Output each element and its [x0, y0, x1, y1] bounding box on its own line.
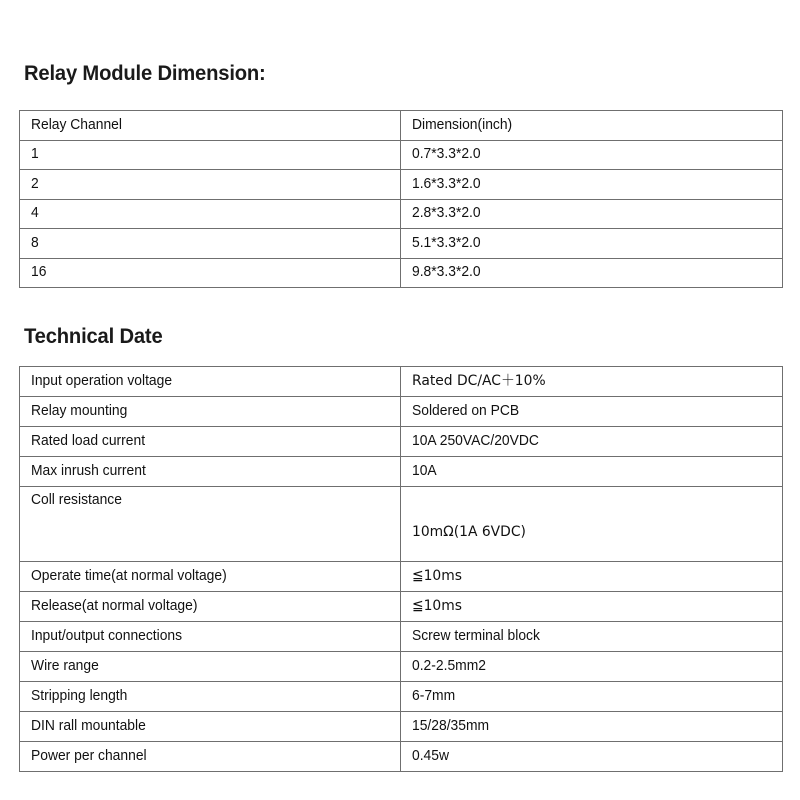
- cell-spec-label: Release(at normal voltage): [20, 592, 401, 622]
- cell-spec-label: Wire range: [20, 652, 401, 682]
- cell-relay-channel: 16: [20, 258, 401, 288]
- cell-relay-channel: 8: [20, 229, 401, 259]
- section-heading-relay-module-dimension: Relay Module Dimension:: [24, 61, 266, 85]
- table-header-row: [20, 111, 783, 141]
- cell-spec-value: 0.45w: [401, 742, 783, 772]
- cell-spec-label: Rated load current: [20, 427, 401, 457]
- table-row: [20, 258, 783, 288]
- cell-dimension: 0.7*3.3*2.0: [401, 140, 783, 170]
- cell-spec-label: Stripping length: [20, 682, 401, 712]
- cell-spec-value: 15/28/35mm: [401, 712, 783, 742]
- cell-spec-label: Coll resistance: [20, 487, 401, 562]
- cell-spec-label: Max inrush current: [20, 457, 401, 487]
- cell-spec-value: Soldered on PCB: [401, 397, 783, 427]
- technical-data-table: [19, 366, 783, 772]
- column-header-relay-channel: Relay Channel: [20, 111, 401, 141]
- cell-spec-value: ≦10ms: [401, 562, 783, 592]
- cell-dimension: 5.1*3.3*2.0: [401, 229, 783, 259]
- cell-relay-channel: 2: [20, 170, 401, 200]
- table-row: [20, 457, 783, 487]
- table-row: [20, 592, 783, 622]
- table-row: [20, 199, 783, 229]
- cell-spec-label: Relay mounting: [20, 397, 401, 427]
- cell-spec-value: 0.2-2.5mm2: [401, 652, 783, 682]
- table-row: [20, 427, 783, 457]
- table-row: [20, 682, 783, 712]
- table-row: [20, 652, 783, 682]
- cell-spec-value: ≦10ms: [401, 592, 783, 622]
- cell-dimension: 1.6*3.3*2.0: [401, 170, 783, 200]
- cell-spec-label: Input/output connections: [20, 622, 401, 652]
- table-row: [20, 170, 783, 200]
- table-row: [20, 712, 783, 742]
- cell-dimension: 9.8*3.3*2.0: [401, 258, 783, 288]
- cell-relay-channel: 4: [20, 199, 401, 229]
- cell-spec-value: Screw terminal block: [401, 622, 783, 652]
- table-row: [20, 367, 783, 397]
- table-row: [20, 742, 783, 772]
- cell-spec-label: DIN rall mountable: [20, 712, 401, 742]
- table-row: [20, 140, 783, 170]
- relay-module-dimension-table: [19, 110, 783, 288]
- cell-spec-label: Input operation voltage: [20, 367, 401, 397]
- cell-spec-label: Operate time(at normal voltage): [20, 562, 401, 592]
- cell-spec-value: Rated DC/AC＋10%: [401, 367, 783, 397]
- table-row: [20, 622, 783, 652]
- cell-spec-label: Power per channel: [20, 742, 401, 772]
- table-row: [20, 487, 783, 562]
- cell-dimension: 2.8*3.3*2.0: [401, 199, 783, 229]
- cell-relay-channel: 1: [20, 140, 401, 170]
- cell-spec-value: 10mΩ(1A 6VDC): [401, 487, 783, 562]
- table-row: [20, 229, 783, 259]
- cell-spec-value: 10A: [401, 457, 783, 487]
- table-row: [20, 397, 783, 427]
- cell-spec-value: 6-7mm: [401, 682, 783, 712]
- cell-spec-value: 10A 250VAC/20VDC: [401, 427, 783, 457]
- table-row: [20, 562, 783, 592]
- section-heading-technical-date: Technical Date: [24, 324, 163, 348]
- column-header-dimension: Dimension(inch): [401, 111, 783, 141]
